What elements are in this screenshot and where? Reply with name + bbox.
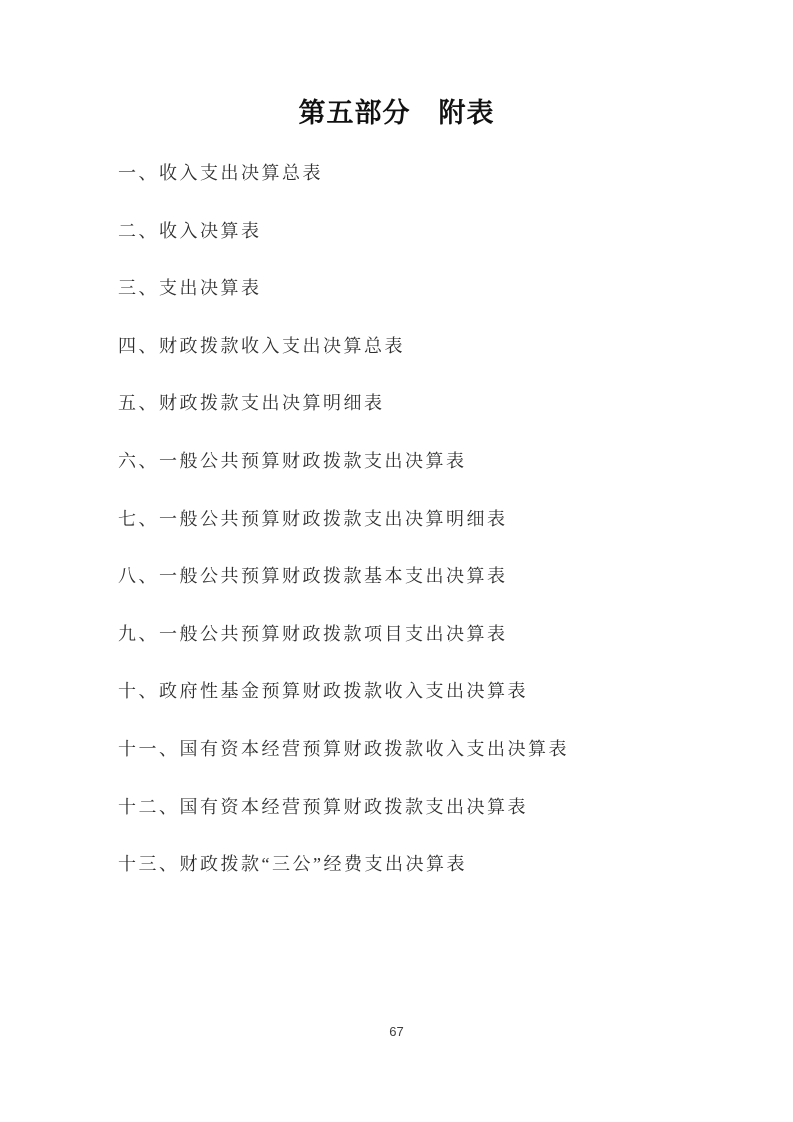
list-item: 五、财政拨款支出决算明细表 bbox=[118, 393, 385, 414]
list-item: 八、一般公共预算财政拨款基本支出决算表 bbox=[118, 566, 508, 587]
list-item: 十、政府性基金预算财政拨款收入支出决算表 bbox=[118, 681, 528, 702]
list-item: 十一、国有资本经营预算财政拨款收入支出决算表 bbox=[118, 738, 569, 759]
list-item: 十二、国有资本经营预算财政拨款支出决算表 bbox=[118, 796, 528, 817]
list-item: 九、一般公共预算财政拨款项目支出决算表 bbox=[118, 623, 508, 644]
list-item: 二、收入决算表 bbox=[118, 220, 262, 241]
appendix-table-list bbox=[118, 164, 569, 874]
list-item: 十三、财政拨款“三公”经费支出决算表 bbox=[118, 854, 467, 875]
list-item: 七、一般公共预算财政拨款支出决算明细表 bbox=[118, 508, 508, 529]
list-item: 六、一般公共预算财政拨款支出决算表 bbox=[118, 450, 467, 471]
list-item: 一、收入支出决算总表 bbox=[118, 163, 323, 183]
list-item: 三、支出决算表 bbox=[118, 278, 262, 299]
page-number: 67 bbox=[389, 1024, 404, 1039]
page-title: 第五部分 附表 bbox=[298, 98, 495, 128]
list-item: 四、财政拨款收入支出决算总表 bbox=[118, 335, 405, 356]
